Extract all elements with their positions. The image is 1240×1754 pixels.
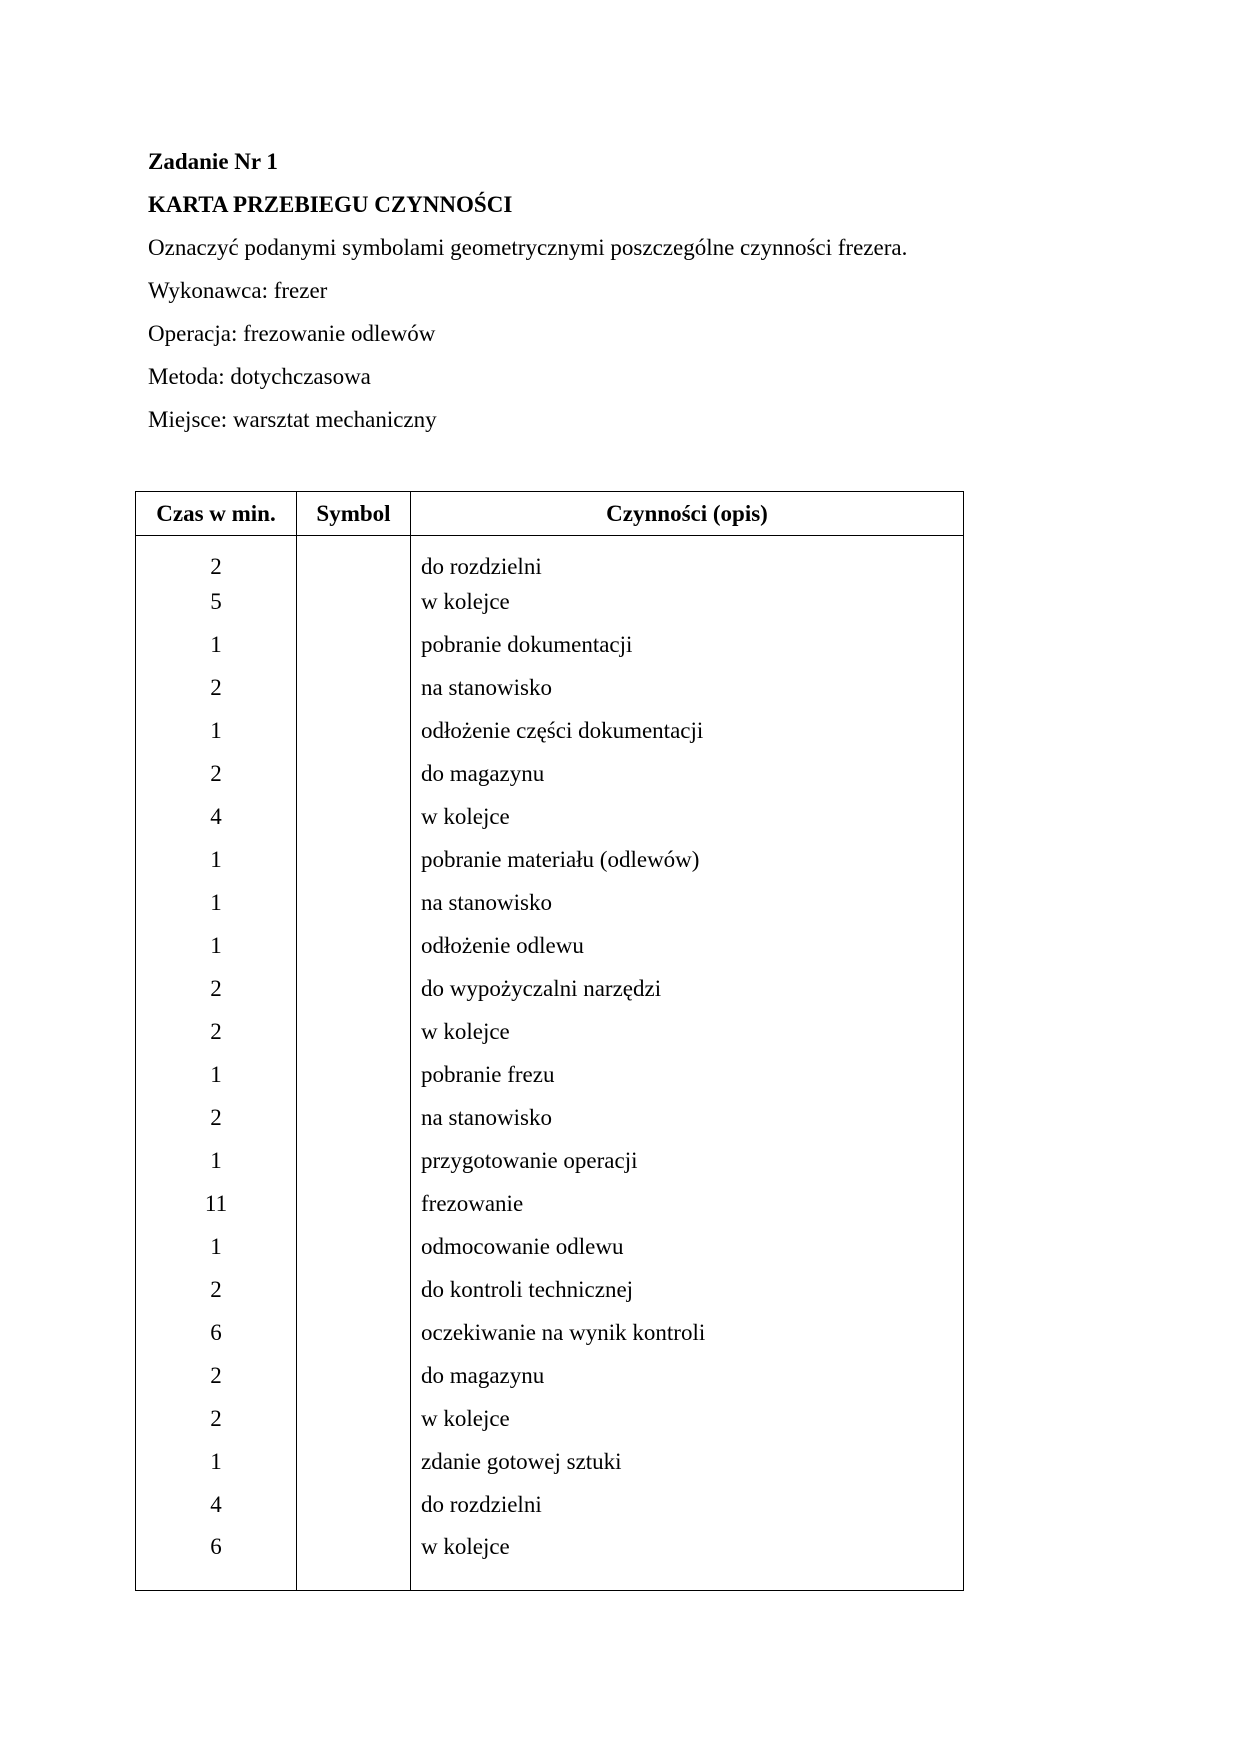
cell-description: zdanie gotowej sztuki — [411, 1440, 964, 1483]
cell-description: w kolejce — [411, 1526, 964, 1591]
table-row — [136, 1010, 964, 1053]
task-title: Zadanie Nr 1 — [148, 149, 278, 174]
cell-description: do kontroli technicznej — [411, 1268, 964, 1311]
card-title: KARTA PRZEBIEGU CZYNNOŚCI — [148, 192, 513, 217]
table-row — [136, 623, 964, 666]
cell-description: do rozdzielni — [411, 1483, 964, 1526]
cell-time: 1 — [136, 838, 297, 881]
cell-time: 4 — [136, 795, 297, 838]
cell-time: 6 — [136, 1311, 297, 1354]
cell-description: odmocowanie odlewu — [411, 1225, 964, 1268]
header-time: Czas w min. — [136, 492, 297, 536]
method-line: Metoda: dotychczasowa — [148, 364, 371, 389]
table-row — [136, 1397, 964, 1440]
cell-time: 4 — [136, 1483, 297, 1526]
cell-description: do magazynu — [411, 752, 964, 795]
cell-symbol[interactable] — [297, 536, 411, 581]
cell-description: w kolejce — [411, 1010, 964, 1053]
cell-symbol[interactable] — [297, 1311, 411, 1354]
cell-symbol[interactable] — [297, 666, 411, 709]
performer-line: Wykonawca: frezer — [148, 278, 328, 303]
cell-description: na stanowisko — [411, 881, 964, 924]
cell-time: 1 — [136, 924, 297, 967]
cell-time: 2 — [136, 1096, 297, 1139]
cell-time: 1 — [136, 1139, 297, 1182]
table-header-row — [136, 492, 964, 536]
cell-symbol[interactable] — [297, 1354, 411, 1397]
table-row — [136, 1483, 964, 1526]
operation-line: Operacja: frezowanie odlewów — [148, 321, 436, 346]
header-description: Czynności (opis) — [411, 492, 964, 536]
table-row — [136, 795, 964, 838]
cell-time: 2 — [136, 1010, 297, 1053]
cell-symbol[interactable] — [297, 1268, 411, 1311]
cell-time: 2 — [136, 1268, 297, 1311]
table-row — [136, 1268, 964, 1311]
cell-symbol[interactable] — [297, 924, 411, 967]
cell-description: odłożenie części dokumentacji — [411, 709, 964, 752]
activity-table — [135, 491, 964, 1591]
table-row — [136, 1225, 964, 1268]
cell-symbol[interactable] — [297, 752, 411, 795]
cell-symbol[interactable] — [297, 1225, 411, 1268]
cell-description: pobranie frezu — [411, 1053, 964, 1096]
cell-time: 1 — [136, 881, 297, 924]
table-row — [136, 666, 964, 709]
cell-symbol[interactable] — [297, 623, 411, 666]
cell-time: 2 — [136, 1397, 297, 1440]
table-row — [136, 881, 964, 924]
table-row — [136, 536, 964, 581]
cell-description: w kolejce — [411, 795, 964, 838]
table-row — [136, 1182, 964, 1225]
cell-symbol[interactable] — [297, 1440, 411, 1483]
cell-description: na stanowisko — [411, 666, 964, 709]
instruction-text: Oznaczyć podanymi symbolami geometrycznymi poszczególne czynności frezera. — [148, 235, 908, 260]
cell-description: pobranie dokumentacji — [411, 623, 964, 666]
table-row — [136, 752, 964, 795]
header-symbol: Symbol — [297, 492, 411, 536]
cell-description: do rozdzielni — [411, 536, 964, 581]
cell-symbol[interactable] — [297, 1010, 411, 1053]
cell-time: 5 — [136, 580, 297, 623]
cell-description: do wypożyczalni narzędzi — [411, 967, 964, 1010]
table-row — [136, 838, 964, 881]
table-row — [136, 1139, 964, 1182]
table-row — [136, 967, 964, 1010]
cell-symbol[interactable] — [297, 580, 411, 623]
table-body — [136, 536, 964, 1591]
cell-symbol[interactable] — [297, 1483, 411, 1526]
cell-symbol[interactable] — [297, 709, 411, 752]
table-row — [136, 1311, 964, 1354]
place-line: Miejsce: warsztat mechaniczny — [148, 407, 437, 432]
cell-description: frezowanie — [411, 1182, 964, 1225]
cell-symbol[interactable] — [297, 1526, 411, 1591]
cell-time: 2 — [136, 752, 297, 795]
cell-symbol[interactable] — [297, 881, 411, 924]
cell-symbol[interactable] — [297, 838, 411, 881]
cell-time: 1 — [136, 1053, 297, 1096]
table-row — [136, 709, 964, 752]
cell-description: oczekiwanie na wynik kontroli — [411, 1311, 964, 1354]
cell-time: 2 — [136, 536, 297, 581]
table-row — [136, 1440, 964, 1483]
cell-time: 6 — [136, 1526, 297, 1591]
table-row — [136, 924, 964, 967]
cell-time: 1 — [136, 1225, 297, 1268]
cell-symbol[interactable] — [297, 1397, 411, 1440]
table-row — [136, 1053, 964, 1096]
table-row — [136, 1096, 964, 1139]
cell-time: 11 — [136, 1182, 297, 1225]
cell-symbol[interactable] — [297, 1096, 411, 1139]
cell-symbol[interactable] — [297, 1053, 411, 1096]
table-row — [136, 1354, 964, 1397]
cell-description: pobranie materiału (odlewów) — [411, 838, 964, 881]
cell-time: 2 — [136, 967, 297, 1010]
cell-symbol[interactable] — [297, 1139, 411, 1182]
cell-description: w kolejce — [411, 580, 964, 623]
cell-time: 2 — [136, 666, 297, 709]
cell-description: przygotowanie operacji — [411, 1139, 964, 1182]
cell-description: w kolejce — [411, 1397, 964, 1440]
cell-description: odłożenie odlewu — [411, 924, 964, 967]
table-row — [136, 580, 964, 623]
cell-time: 1 — [136, 709, 297, 752]
cell-time: 1 — [136, 1440, 297, 1483]
cell-description: do magazynu — [411, 1354, 964, 1397]
cell-time: 1 — [136, 623, 297, 666]
cell-symbol[interactable] — [297, 967, 411, 1010]
cell-symbol[interactable] — [297, 795, 411, 838]
cell-description: na stanowisko — [411, 1096, 964, 1139]
cell-time: 2 — [136, 1354, 297, 1397]
cell-symbol[interactable] — [297, 1182, 411, 1225]
table-row — [136, 1526, 964, 1591]
